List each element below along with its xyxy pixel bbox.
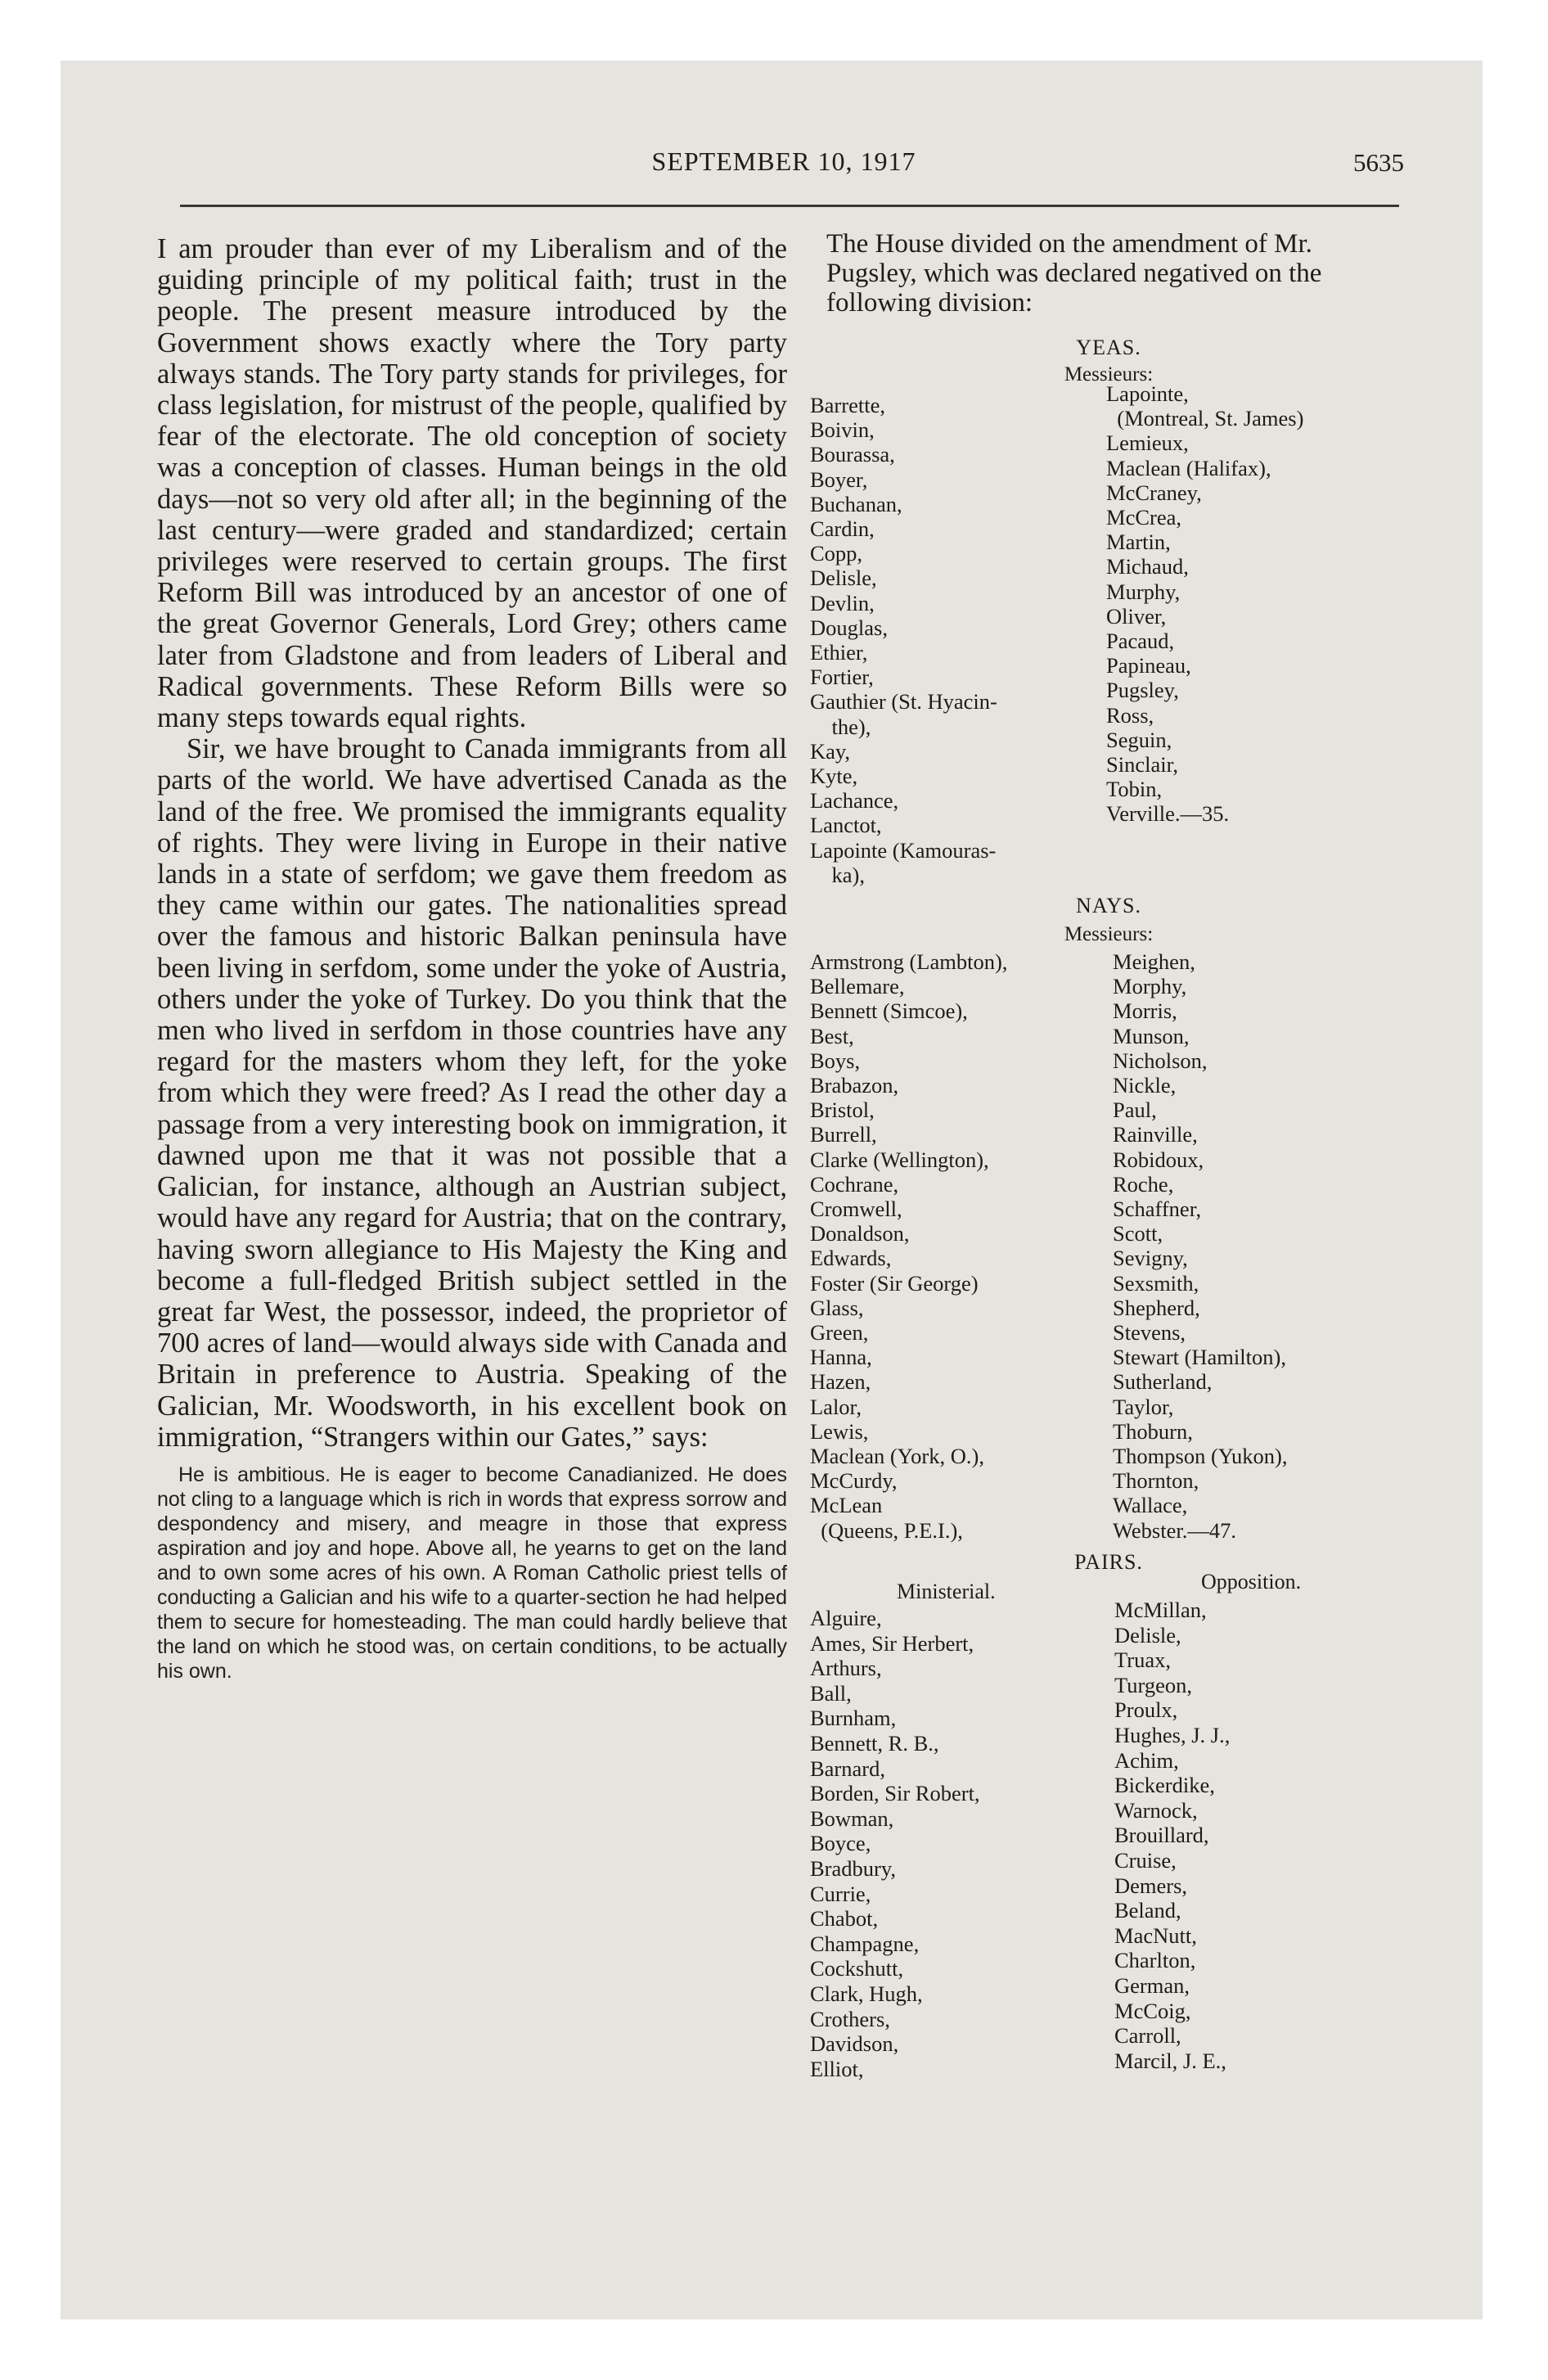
member-name: Lalor, [810,1394,862,1419]
member-name: Schaffner, [1113,1197,1202,1222]
member-name: Douglas, [810,615,888,640]
member-name: Ball, [810,1680,852,1706]
division-intro: The House divided on the amendment of Mr. Pugsley, which was declared negatived on the following division: [826,229,1322,318]
member-name: Boivin, [810,417,875,443]
member-name: German, [1114,1972,1190,1998]
member-name: Brabazon, [810,1073,899,1098]
member-name: Pacaud, [1106,629,1175,654]
yeas-left-list [810,393,997,887]
member-name: Burrell, [810,1122,877,1147]
member-name: Roche, [1113,1171,1174,1197]
member-name: Robidoux, [1113,1147,1204,1172]
member-name: Barnard, [810,1756,885,1781]
member-name: Murphy, [1106,579,1181,604]
member-name: Gauthier (St. Hyacin- [810,689,997,714]
member-name: Munson, [1113,1023,1190,1048]
member-name: Delisle, [1114,1622,1181,1648]
member-name: Lapointe, [1106,381,1189,406]
member-name: McCrea, [1106,505,1181,530]
member-name: Brouillard, [1114,1823,1209,1848]
member-name: Stewart (Hamilton), [1113,1345,1286,1370]
member-name: Nicholson, [1113,1048,1208,1073]
page-number: 5635 [1353,148,1404,177]
member-name: Cromwell, [810,1197,902,1222]
member-name: Morphy, [1113,974,1187,999]
member-name: Bradbury, [810,1855,896,1881]
opposition-heading: Opposition. [1201,1570,1302,1593]
member-name: Stevens, [1113,1320,1186,1346]
member-name: McMillan, [1114,1598,1207,1622]
member-name: Currie, [810,1881,871,1906]
right-column [810,229,1407,2098]
member-name: Glass, [810,1295,864,1320]
pairs-lists [810,1570,1407,2098]
member-name: Lewis, [810,1418,869,1444]
member-name: Armstrong (Lambton), [810,949,1008,974]
member-name: Paul, [1113,1098,1157,1123]
member-name: McLean [810,1493,883,1518]
member-name: Hughes, J. J., [1114,1722,1231,1747]
member-name: Cardin, [810,516,875,542]
member-name: Arthurs, [810,1656,882,1681]
member-name: Ethier, [810,640,868,665]
member-name: Cockshutt, [810,1956,904,1981]
member-name: ka), [810,862,865,887]
member-name: Turgeon, [1114,1672,1192,1697]
member-name: Clark, Hugh, [810,1981,923,2006]
paragraph-liberalism: I am prouder than ever of my Liberalism and of the guiding principle of my political faith; trust in the people. The present measure introduced by the Government shows exactly where the Tory party always stands. The Tory party stands for privileges, for class legislation, for mistrust of the people, qualified by fear of the electorate. The old conception of society was a conception of classes. Human beings in the old days—not so very old after all; in the beginning of the last century—were graded and standardized; certain privileges were reserved to certain groups. The first Reform Bill was introduced by an ancestor of one of the great Governor Generals, Lord Grey; others came later from Gladstone and from leaders of Liberal and Radical governments. These Reform Bills were so many steps towards equal rights. [157,233,787,734]
member-name: Truax, [1114,1648,1171,1673]
member-name: Cruise, [1114,1847,1177,1873]
nays-subheading: Messieurs: [1064,923,1154,945]
member-name: Buchanan, [810,491,902,516]
nays-lists [810,946,1407,1548]
header-rule [180,205,1399,207]
ministerial-heading: Ministerial. [897,1580,996,1603]
member-name: Bellemare, [810,974,905,999]
member-name: Carroll, [1114,2023,1181,2049]
member-name: Ames, Sir Herbert, [810,1630,974,1656]
page-header [164,143,1404,184]
left-column [157,233,787,1684]
member-name: Boys, [810,1048,861,1073]
member-name: Wallace, [1113,1493,1188,1518]
member-name: Copp, [810,541,863,566]
member-name: Bickerdike, [1114,1773,1215,1798]
member-name: Rainville, [1113,1122,1198,1147]
nays-left-list [810,949,1007,1543]
member-name: Demers, [1114,1873,1188,1898]
yeas-lists [810,381,1407,887]
member-name: Delisle, [810,566,877,591]
member-name: Nickle, [1113,1073,1177,1098]
member-name: McCurdy, [810,1468,898,1494]
member-name: Bowman, [810,1805,894,1831]
opposition-list [1114,1598,1230,2073]
member-name: Sevigny, [1113,1246,1188,1271]
member-name: Scott, [1113,1221,1163,1246]
member-name: Maclean (York, O.), [810,1444,984,1469]
member-name: Lemieux, [1106,430,1189,456]
member-name: Shepherd, [1113,1295,1200,1320]
member-name: Verville.—35. [1106,801,1230,827]
member-name: Bourassa, [810,442,895,467]
member-name: Devlin, [810,590,875,615]
member-name: Edwards, [810,1246,892,1271]
member-name: Davidson, [810,2031,899,2057]
member-name: Thoburn, [1113,1418,1193,1444]
member-name: Beland, [1114,1898,1181,1923]
member-name: Pugsley, [1106,678,1179,703]
member-name: Michaud, [1106,554,1189,579]
yeas-subheading: Messieurs: [1064,363,1154,385]
member-name: Papineau, [1106,653,1191,678]
member-name: Maclean (Halifax), [1106,455,1271,480]
member-name: Burnham, [810,1706,897,1731]
member-name: (Montreal, St. James) [1106,406,1304,431]
member-name: Ross, [1106,702,1154,728]
member-name: Martin, [1106,530,1171,555]
member-name: (Queens, P.E.I.), [810,1517,963,1543]
member-name: Champagne, [810,1931,920,1956]
member-name: Achim, [1114,1747,1179,1773]
ministerial-list [810,1606,980,2081]
member-name: Sexsmith, [1113,1270,1199,1296]
member-name: Lachance, [810,788,899,814]
yeas-right-list [1106,381,1303,827]
member-name: Thornton, [1113,1468,1199,1494]
member-name: Tobin, [1106,777,1163,802]
member-name: Borden, Sir Robert, [810,1781,980,1806]
member-name: Warnock, [1114,1797,1198,1823]
member-name: Best, [810,1023,854,1048]
member-name: Taylor, [1113,1394,1174,1419]
member-name: Hazen, [810,1369,871,1395]
member-name: Oliver, [1106,603,1167,629]
member-name: Webster.—47. [1113,1517,1236,1543]
member-name: McCoig, [1114,1998,1191,2023]
member-name: Green, [810,1320,869,1346]
member-name: Clarke (Wellington), [810,1147,989,1172]
member-name: Hanna, [810,1345,872,1370]
block-quote: He is ambitious. He is eager to become Canadianized. He does not cling to a language which is rich in words that express sorrow and despondency and misery, and meagre in those that express aspiration and joy and hope. Above all, he yearns to get on the land and to own some acres of his own. A Roman Catholic priest tells of conducting a Galician and his wife to a quarter-section he had helped them to secure for homesteading. The man could hardly believe that the land on which he stood was, on certain conditions, to be actually his own. [157,1463,787,1683]
member-name: Lapointe (Kamouras- [810,837,997,863]
pairs-heading: PAIRS. [1074,1550,1143,1574]
member-name: Morris, [1113,998,1177,1024]
paragraph-immigrants: Sir, we have brought to Canada immigrants from all parts of the world. We have advertised Canada as the land of the free. We promised the immigrants equality of rights. They were living in Europe in their native lands in a state of serfdom; we gave them freedom as they came within our gates. The nationalities spread over the famous and historic Balkan peninsula have been living in serfdom, some under the yoke of Austria, others under the yoke of Turkey. Do you think that the men who lived in serfdom in those countries have any regard for the masters whom they left, for the yoke from which they were freed? As I read the other day a passage from a very interesting book on immigration, it dawned upon me that it was not possible that a Galician, for instance, although an Austrian subject, would have any regard for Austria; that on the contrary, having sworn allegiance to His Majesty the King and become a full-fledged British subject settled in the great far West, the possessor, indeed, the proprietor of 700 acres of land—would always side with Canada and Britain in preference to Austria. Speaking of the Galician, Mr. Woodsworth, in his excellent book on immigration, “Strangers within our Gates,” says: [157,733,787,1453]
page-date: SEPTEMBER 10, 1917 [651,146,916,176]
member-name: Chabot, [810,1906,879,1931]
nays-heading: NAYS. [1076,894,1141,917]
member-name: Seguin, [1106,727,1172,752]
member-name: Proulx, [1114,1697,1178,1723]
member-name: Cochrane, [810,1171,899,1197]
member-name: Kay, [810,738,851,764]
member-name: Alguire, [810,1606,882,1630]
member-name: Bennett (Simcoe), [810,998,968,1024]
member-name: Marcil, J. E., [1114,2048,1226,2073]
member-name: Bristol, [810,1098,875,1123]
member-name: Fortier, [810,665,874,690]
member-name: Thompson (Yukon), [1113,1444,1288,1469]
member-name: Kyte, [810,764,858,789]
member-name: Crothers, [810,2006,890,2031]
nays-right-list [1113,949,1287,1543]
member-name: Boyer, [810,467,868,492]
member-name: McCraney, [1106,480,1202,505]
member-name: MacNutt, [1114,1922,1197,1948]
member-name: Foster (Sir George) [810,1270,979,1296]
member-name: Meighen, [1113,949,1195,974]
member-name: Lanctot, [810,813,882,838]
member-name: Boyce, [810,1831,871,1856]
member-name: Sinclair, [1106,752,1178,778]
member-name: Barrette, [810,393,885,417]
yeas-heading: YEAS. [1076,336,1141,359]
member-name: Donaldson, [810,1221,910,1246]
member-name: Elliot, [810,2056,864,2081]
member-name: Charlton, [1114,1948,1196,1973]
member-name: Sutherland, [1113,1369,1213,1395]
member-name: Bennett, R. B., [810,1730,939,1756]
member-name: the), [810,714,871,739]
